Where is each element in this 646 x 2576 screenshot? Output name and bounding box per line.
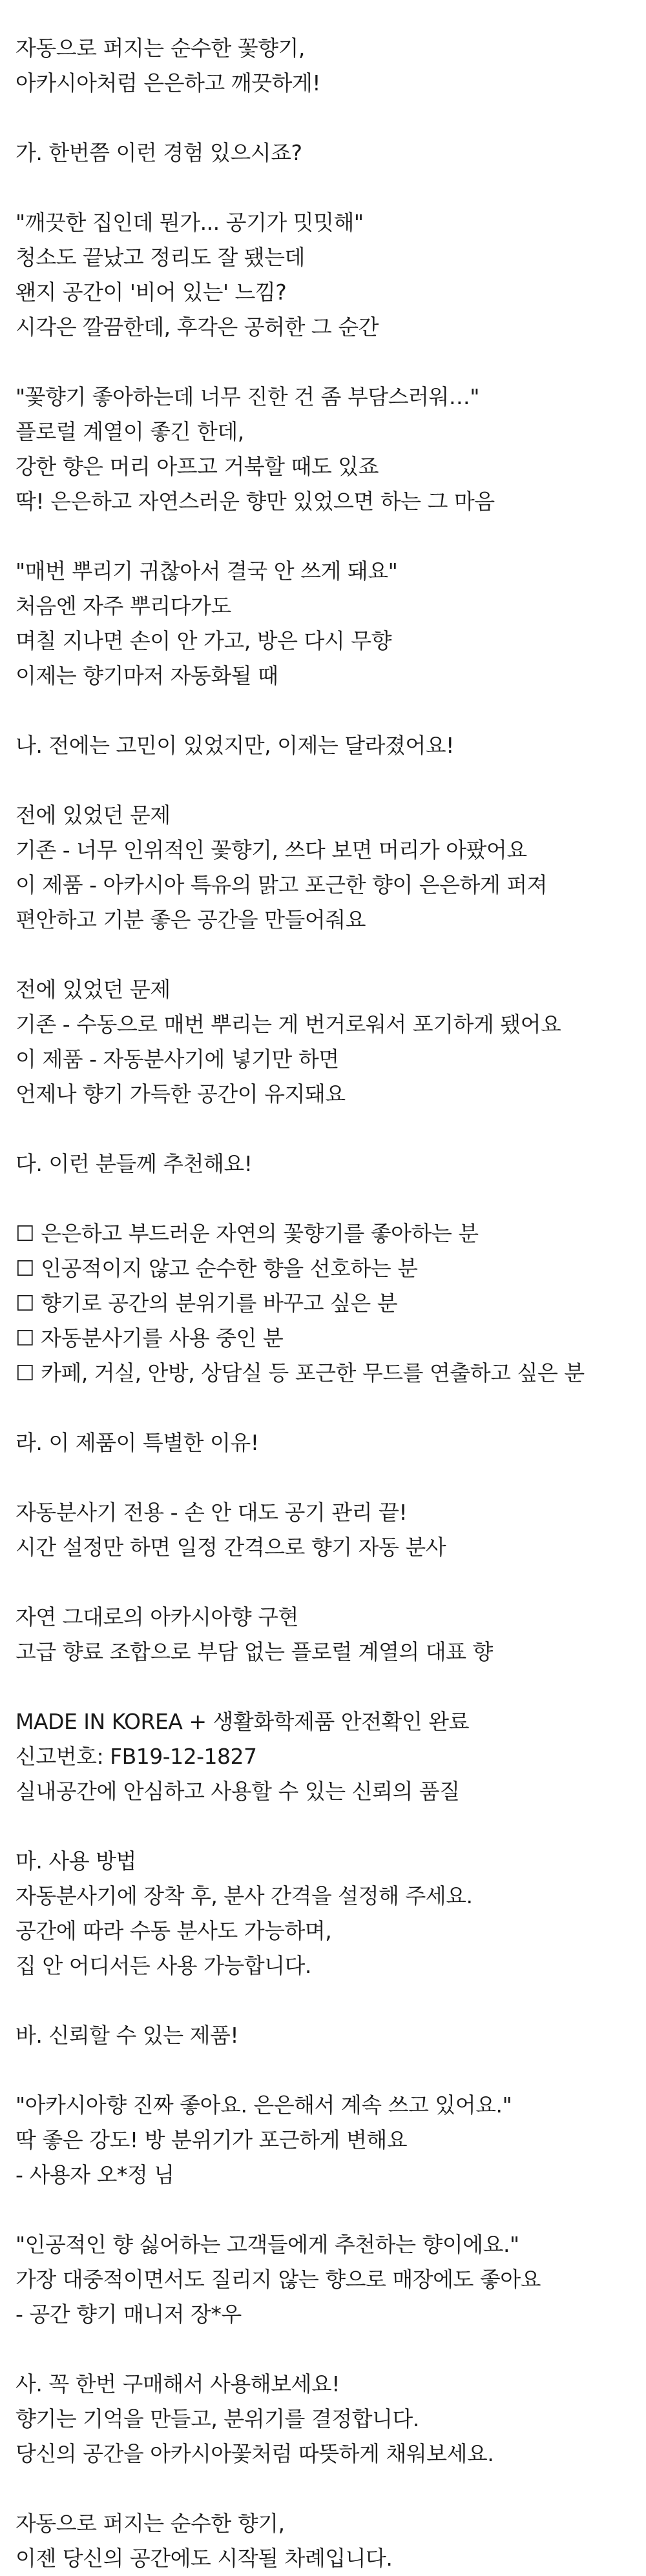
text-paragraph [16,1426,636,1460]
text-line: 며칠 지나면 손이 안 가고, 방은 다시 무향 [16,628,391,653]
text-paragraph [16,2506,636,2576]
text-line: ☐ 인공적이지 않고 순수한 향을 선호하는 분 [16,1256,418,1281]
text-line: 기존 - 수동으로 매번 뿌리는 게 번거로워서 포기하게 됐어요 [16,1012,561,1037]
text-line: 딱 좋은 강도! 방 분위기가 포근하게 변해요 [16,2127,408,2152]
text-line: 라. 이 제품이 특별한 이유! [16,1430,259,1455]
text-paragraph [16,728,636,763]
text-line: 자동분사기 전용 - 손 안 대도 공기 관리 끝! [16,1500,408,1525]
text-line: 기존 - 너무 인위적인 꽃향기, 쓰다 보면 머리가 아팠어요 [16,837,527,863]
text-line: ☐ 은은하고 부드러운 자연의 꽃향기를 좋아하는 분 [16,1221,479,1246]
text-line: 왠지 공간이 '비어 있는' 느낌? [16,280,287,305]
text-line: "꽃향기 좋아하는데 너무 진한 건 좀 부담스러워…" [16,384,479,409]
text-line: ☐ 자동분사기를 사용 중인 분 [16,1325,284,1351]
text-paragraph [16,554,636,693]
product-description [16,31,636,2576]
text-line: 사. 꼭 한번 구매해서 사용해보세요! [16,2371,340,2397]
text-line: 딱! 은은하고 자연스러운 향만 있었으면 하는 그 마음 [16,489,495,514]
text-line: 시간 설정만 하면 일정 간격으로 향기 자동 분사 [16,1535,446,1560]
text-paragraph [16,1704,636,1809]
text-line: 나. 전에는 고민이 있었지만, 이제는 달라졌어요! [16,733,454,758]
text-paragraph [16,380,636,519]
text-line: 고급 향료 조합으로 부담 없는 플로럴 계열의 대표 향 [16,1639,493,1664]
text-line: 자동으로 퍼지는 순수한 꽃향기, [16,36,305,61]
text-line: MADE IN KOREA + 생활화학제품 안전확인 완료 [16,1709,470,1734]
text-line: 자동분사기에 장착 후, 분사 간격을 설정해 주세요. [16,1883,473,1908]
text-line: 실내공간에 안심하고 사용할 수 있는 신뢰의 품질 [16,1779,460,1804]
text-line: 공간에 따라 수동 분사도 가능하며, [16,1918,332,1943]
text-line: ☐ 카페, 거실, 안방, 상담실 등 포근한 무드를 연출하고 싶은 분 [16,1360,585,1385]
text-line: 전에 있었던 문제 [16,977,171,1002]
text-line: 처음엔 자주 뿌리다가도 [16,593,231,618]
text-line: 언제나 향기 가득한 공간이 유지돼요 [16,1081,346,1107]
text-paragraph [16,31,636,101]
text-line: 이 제품 - 아카시아 특유의 맑고 포근한 향이 은은하게 퍼져 [16,872,548,897]
text-paragraph [16,1495,636,1565]
text-line: ☐ 향기로 공간의 분위기를 바꾸고 싶은 분 [16,1291,398,1316]
text-line: 다. 이런 분들께 추천해요! [16,1151,253,1176]
text-paragraph [16,798,636,937]
text-paragraph [16,1844,636,1983]
text-line: - 공간 향기 매니저 장*우 [16,2302,242,2327]
text-paragraph [16,1600,636,1670]
text-line: 플로럴 계열이 좋긴 한데, [16,419,244,444]
text-line: "매번 뿌리기 귀찮아서 결국 안 쓰게 돼요" [16,558,398,584]
text-line: 집 안 어디서든 사용 가능합니다. [16,1953,311,1978]
text-line: "아카시아향 진짜 좋아요. 은은해서 계속 쓰고 있어요." [16,2092,512,2118]
text-line: 바. 신뢰할 수 있는 제품! [16,2023,239,2048]
text-line: "인공적인 향 싫어하는 고객들에게 추천하는 향이에요." [16,2232,519,2257]
text-line: 전에 있었던 문제 [16,802,171,828]
text-line: 향기는 기억을 만들고, 분위기를 결정합니다. [16,2406,419,2431]
text-paragraph [16,1216,636,1391]
text-line: 강한 향은 머리 아프고 거북할 때도 있죠 [16,454,379,479]
text-line: "깨끗한 집인데 뭔가... 공기가 밋밋해" [16,210,364,235]
text-line: 자연 그대로의 아카시아향 구현 [16,1604,298,1630]
text-line: 가장 대중적이면서도 질리지 않는 향으로 매장에도 좋아요 [16,2267,541,2292]
text-paragraph [16,2367,636,2471]
text-paragraph [16,2088,636,2193]
text-paragraph [16,1147,636,1181]
text-paragraph [16,2227,636,2332]
text-line: 마. 사용 방법 [16,1848,136,1874]
text-line: 아카시아처럼 은은하고 깨끗하게! [16,70,321,96]
text-line: 편안하고 기분 좋은 공간을 만들어줘요 [16,907,366,932]
text-line: 이 제품 - 자동분사기에 넣기만 하면 [16,1047,339,1072]
text-line: 자동으로 퍼지는 순수한 향기, [16,2511,285,2536]
text-paragraph [16,205,636,345]
text-line: 가. 한번쯤 이런 경험 있으시죠? [16,140,302,165]
text-line: 시각은 깔끔한데, 후각은 공허한 그 순간 [16,314,379,340]
text-line: - 사용자 오*정 님 [16,2162,174,2187]
text-paragraph [16,972,636,1112]
text-line: 신고번호: FB19-12-1827 [16,1744,257,1769]
text-paragraph [16,136,636,170]
text-line: 당신의 공간을 아카시아꽃처럼 따뜻하게 채워보세요. [16,2441,494,2466]
text-line: 이제는 향기마저 자동화될 때 [16,663,278,688]
text-line: 이젠 당신의 공간에도 시작될 차례입니다. [16,2546,393,2571]
text-paragraph [16,2018,636,2053]
text-line: 청소도 끝났고 정리도 잘 됐는데 [16,245,305,270]
